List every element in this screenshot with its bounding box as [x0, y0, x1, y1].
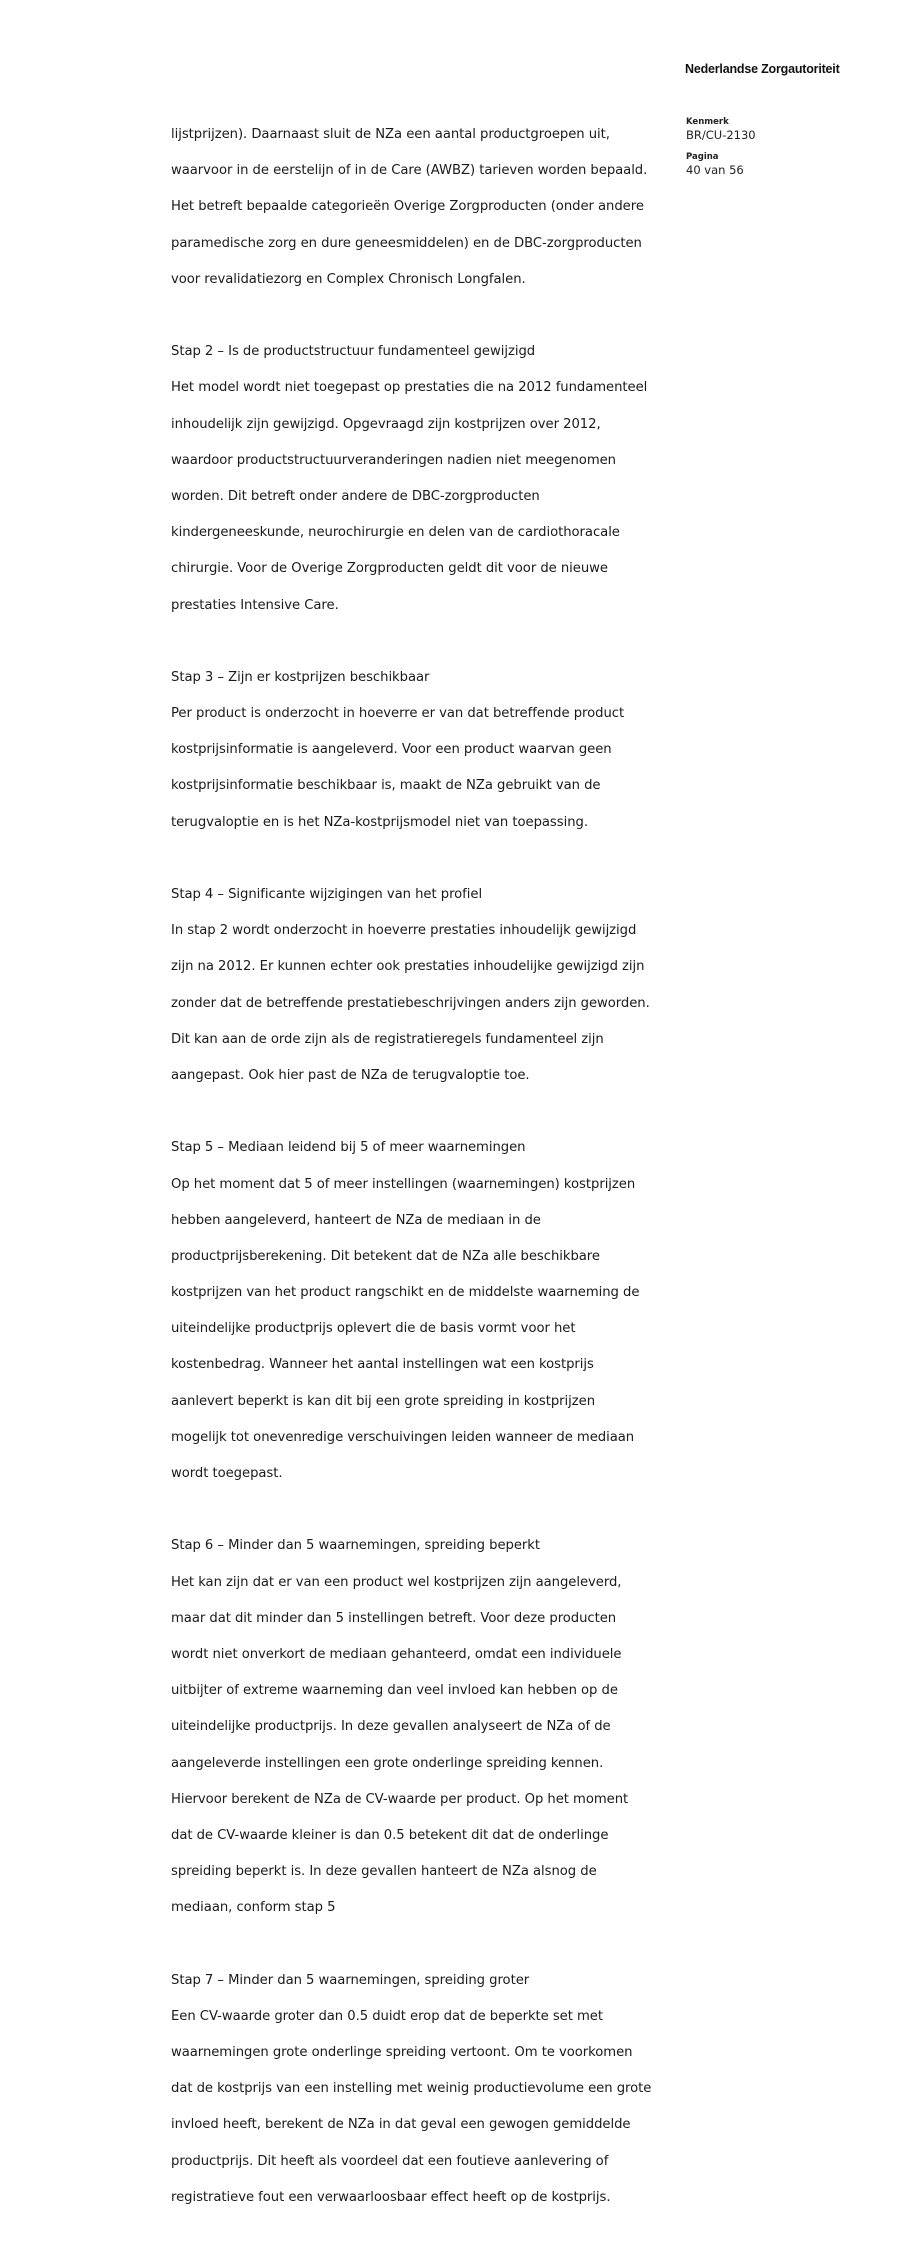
text-line: mediaan, conform stap 5 [171, 1900, 336, 1916]
text-line: aangeleverde instellingen een grote onderlinge spreiding kennen. [171, 1755, 604, 1771]
text-line: spreiding beperkt is. In deze gevallen hanteert de NZa alsnog de [171, 1864, 597, 1880]
text-line: registratieve fout een verwaarloosbaar effect heeft op de kostprijs. [171, 2189, 611, 2205]
document-meta [686, 116, 876, 177]
step-heading: Stap 2 – Is de productstructuur fundamenteel gewijzigd [171, 344, 536, 360]
text-line: zijn na 2012. Er kunnen echter ook prestaties inhoudelijke gewijzigd zijn [171, 959, 645, 975]
step-heading: Stap 5 – Mediaan leidend bij 5 of meer waarnemingen [171, 1140, 526, 1156]
text-line: kostenbedrag. Wanneer het aantal instellingen wat een kostprijs [171, 1357, 594, 1373]
text-line: wordt niet onverkort de mediaan gehanteerd, omdat een individuele [171, 1646, 622, 1662]
text-line: productprijsberekening. Dit betekent dat de NZa alle beschikbare [171, 1248, 600, 1264]
text-line: uiteindelijke productprijs oplevert die de basis vormt voor het [171, 1321, 576, 1337]
text-line: hebben aangeleverd, hanteert de NZa de mediaan in de [171, 1212, 541, 1228]
text-line: Het kan zijn dat er van een product wel kostprijzen zijn aangeleverd, [171, 1574, 622, 1590]
step-5-section [171, 1121, 681, 1501]
pagina-label: Pagina [686, 152, 719, 162]
text-line: waarvoor in de eerstelijn of in de Care (AWBZ) tarieven worden bepaald. [171, 163, 648, 179]
text-line: Een CV-waarde groter dan 0.5 duidt erop dat de beperkte set met [171, 2008, 603, 2024]
text-line: mogelijk tot onevenredige verschuivingen leiden wanneer de mediaan [171, 1429, 635, 1445]
text-line: waarnemingen grote onderlinge spreiding vertoont. Om te voorkomen [171, 2045, 633, 2061]
text-line: Op het moment dat 5 of meer instellingen (waarnemingen) kostprijzen [171, 1176, 636, 1192]
organization-name: Nederlandse Zorgautoriteit [685, 62, 840, 76]
text-line: zonder dat de betreffende prestatiebeschrijvingen anders zijn geworden. [171, 995, 650, 1011]
step-4-section [171, 868, 681, 1103]
step-heading: Stap 6 – Minder dan 5 waarnemingen, spreiding beperkt [171, 1538, 540, 1554]
text-line: productprijs. Dit heeft als voordeel dat een foutieve aanlevering of [171, 2153, 609, 2169]
text-line: aanlevert beperkt is kan dit bij een grote spreiding in kostprijzen [171, 1393, 596, 1409]
kenmerk-label: Kenmerk [686, 117, 729, 127]
text-line: In stap 2 wordt onderzocht in hoeverre prestaties inhoudelijk gewijzigd [171, 923, 637, 939]
text-line: kindergeneeskunde, neurochirurgie en delen van de cardiothoracale [171, 525, 620, 541]
text-line: paramedische zorg en dure geneesmiddelen) en de DBC-zorgproducten [171, 235, 642, 251]
document-body [171, 108, 681, 2243]
text-line: chirurgie. Voor de Overige Zorgproducten geldt dit voor de nieuwe [171, 561, 608, 577]
text-line: kostprijsinformatie is aangeleverd. Voor een product waarvan geen [171, 742, 612, 758]
page-number: 40 van 56 [686, 163, 744, 177]
text-line: worden. Dit betreft onder andere de DBC-zorgproducten [171, 488, 540, 504]
kenmerk-value: BR/CU-2130 [686, 128, 756, 142]
step-6-section [171, 1519, 681, 1935]
text-line: aangepast. Ook hier past de NZa de terugvaloptie toe. [171, 1067, 530, 1083]
step-heading: Stap 7 – Minder dan 5 waarnemingen, spreiding groter [171, 1972, 530, 1988]
step-3-section [171, 651, 681, 850]
text-line: inhoudelijk zijn gewijzigd. Opgevraagd zijn kostprijzen over 2012, [171, 416, 601, 432]
text-line: uiteindelijke productprijs. In deze gevallen analyseert de NZa of de [171, 1719, 611, 1735]
step-heading: Stap 3 – Zijn er kostprijzen beschikbaar [171, 669, 430, 685]
text-line: dat de CV-waarde kleiner is dan 0.5 betekent dit dat de onderlinge [171, 1827, 609, 1843]
text-line: terugvaloptie en is het NZa-kostprijsmodel niet van toepassing. [171, 814, 588, 830]
step-2-section [171, 325, 681, 633]
pagina-group [686, 151, 876, 177]
text-line: Hiervoor berekent de NZa de CV-waarde per product. Op het moment [171, 1791, 629, 1807]
text-line: voor revalidatiezorg en Complex Chronisch Longfalen. [171, 271, 526, 287]
text-line: kostprijsinformatie beschikbaar is, maakt de NZa gebruikt van de [171, 778, 601, 794]
text-line: wordt toegepast. [171, 1466, 283, 1482]
intro-paragraph [171, 108, 681, 307]
text-line: Het betreft bepaalde categorieën Overige Zorgproducten (onder andere [171, 199, 644, 215]
text-line: prestaties Intensive Care. [171, 597, 339, 613]
step-7-section [171, 1954, 681, 2225]
text-line: Per product is onderzocht in hoeverre er van dat betreffende product [171, 706, 625, 722]
text-line: uitbijter of extreme waarneming dan veel invloed kan hebben op de [171, 1683, 618, 1699]
text-line: waardoor productstructuurveranderingen nadien niet meegenomen [171, 452, 616, 468]
text-line: lijstprijzen). Daarnaast sluit de NZa een aantal productgroepen uit, [171, 127, 610, 143]
kenmerk-group [686, 116, 876, 142]
text-line: maar dat dit minder dan 5 instellingen betreft. Voor deze producten [171, 1610, 617, 1626]
text-line: invloed heeft, berekent de NZa in dat geval een gewogen gemiddelde [171, 2117, 631, 2133]
text-line: kostprijzen van het product rangschikt en de middelste waarneming de [171, 1285, 640, 1301]
step-heading: Stap 4 – Significante wijzigingen van het profiel [171, 887, 483, 903]
text-line: Dit kan aan de orde zijn als de registratieregels fundamenteel zijn [171, 1031, 604, 1047]
text-line: Het model wordt niet toegepast op prestaties die na 2012 fundamenteel [171, 380, 648, 396]
text-line: dat de kostprijs van een instelling met weinig productievolume een grote [171, 2081, 652, 2097]
